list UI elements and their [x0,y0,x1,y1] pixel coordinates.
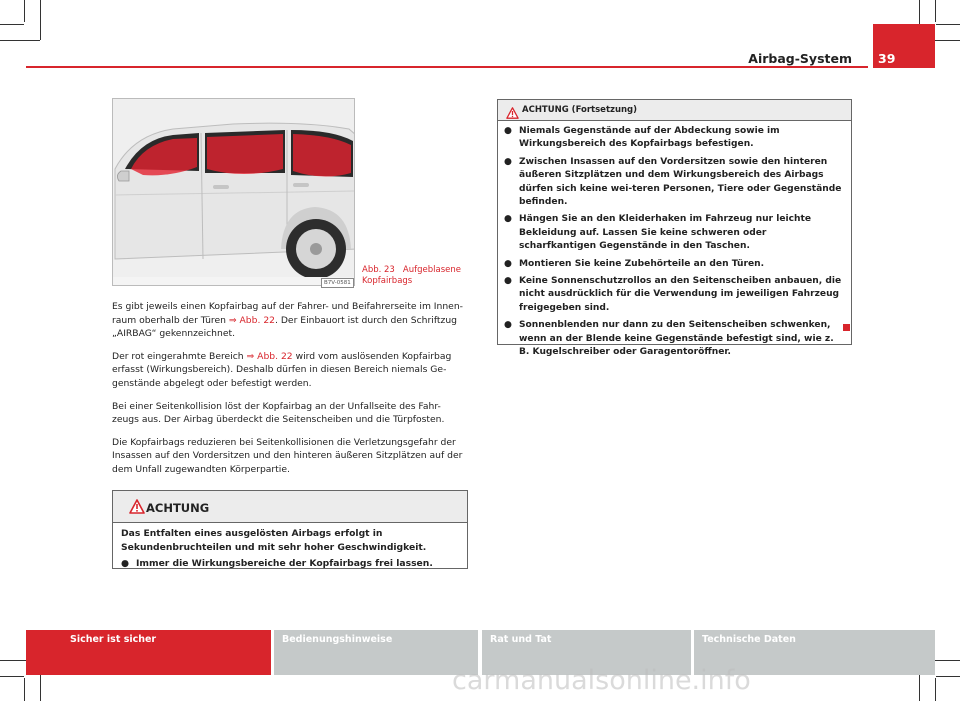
figure-link[interactable]: ⇒ Abb. 22 [246,350,293,362]
warning-continuation-body [498,121,851,360]
warning-triangle-icon [129,499,145,518]
bullet-dot: ● [504,156,512,167]
bullet-text: Keine Sonnenschutzrollos an den Seitenscheiben anbauen, die nicht ausdrücklich für die Verwendung im jeweiligen Fahrzeug freigegeben sind. [519,276,842,313]
tab-sicher-ist-sicher[interactable]: Sicher ist sicher [26,630,271,675]
crop-mark [936,24,960,25]
watermark: carmanualsonline.info [452,665,751,696]
body-text [112,300,467,486]
crop-mark [936,676,960,677]
bullet-text: Hängen Sie an den Kleiderhaken im Fahrzeug nur leichte Bekleidung auf. Lassen Sie keine schweren oder scharfkantigen Gegenstände in den Taschen. [519,214,811,252]
figure-caption [362,265,461,287]
warning-continuation-header [498,100,851,121]
tab-rat-und-tat[interactable]: Rat und Tat [482,630,691,675]
bullet-dot: ● [121,558,130,569]
bullet-text: Sonnenblenden nur dann zu den Seitenscheiben schwenken, wenn an der Blende keine Gegenstände befestigt sind, wie z. B. Kugelschreiber oder Garagentoröffner. [519,320,834,358]
text: Es gibt jeweils einen Kopfairbag auf der Fahrer- und Beifahrerseite im Innen-raum oberhalb der Türen [112,301,463,326]
page-number: 39 [878,51,896,66]
warning-bullet [504,213,845,253]
warning-title: ACHTUNG [146,501,210,515]
bullet-dot: ● [504,214,512,225]
crop-mark [935,678,936,701]
text: . Der Einbauort ist durch den Schriftzug „AIRBAG“ gekennzeichnet. [112,314,457,340]
warning-body [113,523,467,571]
text: wird vom auslösenden Kopfairbag erfasst (Wirkungsbereich). Deshalb dürfen in diesen Bereich niemals Ge-genstände abgelegt oder befestigt werden. [112,350,452,389]
warning-intro: Das Entfalten eines ausgelösten Airbags erfolgt in Sekundenbruchteilen und mit sehr hoher Geschwindigkeit. [121,528,427,553]
tab-bedienungshinweise[interactable]: Bedienungshinweise [274,630,478,675]
warning-header [113,491,467,523]
warning-box [112,490,468,569]
figure-caption-line: Kopfairbags [362,276,413,286]
section-end-mark [843,324,850,331]
crop-mark [0,24,24,25]
crop-mark [40,0,41,40]
bullet-dot: ● [504,320,512,331]
warning-bullet [504,258,845,271]
bullet-text: Immer die Wirkungsbereiche der Kopfairbags frei lassen. [136,558,433,569]
crop-mark [24,0,25,22]
section-title: Airbag-System [748,51,852,66]
car-airbag-figure [112,98,355,286]
paragraph [112,300,467,341]
bullet-text: Zwischen Insassen auf den Vordersitzen sowie den hinteren äußeren Sitzplätzen und dem Wirkungsbereich des Airbags dürfen sich keine wei-teren Personen, Tiere oder Gegenstände befinden. [519,156,842,208]
bullet-dot: ● [504,126,512,136]
crop-mark [0,676,24,677]
warning-bullet [504,125,845,152]
bullet-text: Niemals Gegenstände auf der Abdeckung sowie im Wirkungsbereich des Kopfairbags befestigen. [519,126,780,150]
warning-bullet [504,319,845,359]
crop-mark [935,0,936,22]
paragraph [112,350,467,391]
warning-continuation-title: ACHTUNG (Fortsetzung) [522,105,638,115]
text: Der rot eingerahmte Bereich [112,350,247,362]
figure-caption-line: Abb. 23 Aufgeblasene [362,265,461,275]
warning-bullet [504,275,845,315]
bullet-dot: ● [504,258,512,269]
warning-bullet [121,557,459,571]
car-side-illustration [113,99,355,286]
paragraph: Bei einer Seitenkollision löst der Kopfairbag an der Unfallseite des Fahr-zeugs aus. Der Airbag überdeckt die Seitenscheiben und die Türpfosten. [112,400,445,426]
figure-code: B7V-0581 [321,278,354,288]
tab-technische-daten[interactable]: Technische Daten [694,630,935,675]
paragraph: Die Kopfairbags reduzieren bei Seitenkollisionen die Verletzungsgefahr der Insassen auf den Vordersitzen und den hinteren äußeren Sitzplätzen auf der dem Unfall zugewandten Körperpartie. [112,436,463,475]
crop-mark [0,40,40,41]
bullet-dot: ● [504,276,512,287]
header-rule [26,66,868,68]
warning-continuation-box [497,99,852,358]
crop-mark [24,678,25,701]
warning-triangle-icon [506,104,519,123]
figure-link[interactable]: ⇒ Abb. 22 [228,314,276,326]
warning-bullet [504,156,845,210]
bullet-text: Montieren Sie keine Zubehörteile an den Türen. [519,258,765,269]
